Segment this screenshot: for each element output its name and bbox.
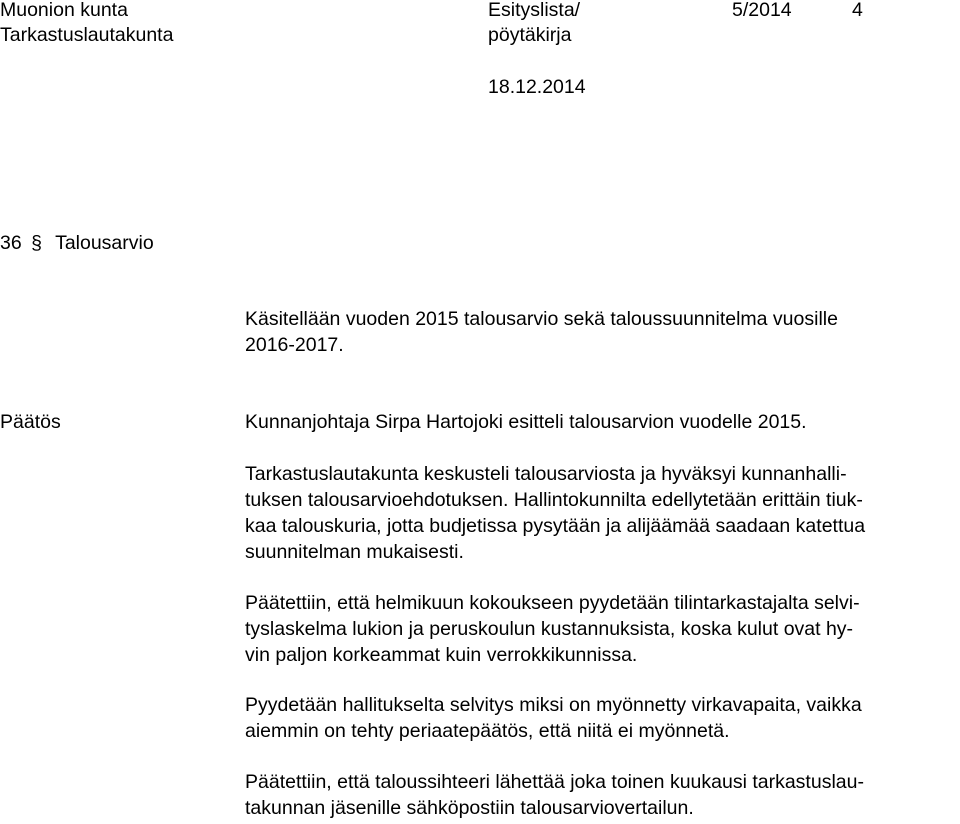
org-line-municipality: Muonion kunta xyxy=(0,0,128,21)
meeting-date: 18.12.2014 xyxy=(488,76,586,98)
paragraph-line: kaa talouskuria, jotta budjetissa pysytään ja alijäämää saadaan katettua xyxy=(245,515,866,537)
paragraph-line: Käsitellään vuoden 2015 talousarvio sekä taloussuunnitelma vuosille xyxy=(245,308,838,330)
doctype-line-agenda: Esityslista/ xyxy=(488,0,581,21)
decision-paragraph-budget-reports xyxy=(245,769,960,821)
paragraph-line: 2016-2017. xyxy=(245,334,344,356)
section-number: 36 xyxy=(0,232,22,254)
decision-label: Päätös xyxy=(0,411,61,433)
paragraph-line: tuksen talousarvioehdotuksen. Hallintokunnilta edellytetään erittäin tiuk- xyxy=(245,489,863,511)
org-line-committee: Tarkastuslautakunta xyxy=(0,24,174,46)
intro-paragraph xyxy=(245,306,960,358)
doctype-line-minutes: pöytäkirja xyxy=(488,24,572,46)
paragraph-line: vin paljon korkeammat kuin verrokkikunnissa. xyxy=(245,644,638,666)
section-title: Talousarvio xyxy=(55,232,154,254)
paragraph-line: aiemmin on tehty periaatepäätös, että niitä ei myönnetä. xyxy=(245,720,730,742)
section-heading xyxy=(0,230,154,256)
decision-paragraph-presentation xyxy=(245,409,960,435)
paragraph-line: Pyydetään hallitukselta selvitys miksi on myönnetty virkavapaita, vaikka xyxy=(245,694,862,716)
page-number: 4 xyxy=(852,0,863,21)
paragraph-line: Päätettiin, että taloussihteeri lähettää joka toinen kuukausi tarkastuslau- xyxy=(245,771,864,793)
decision-paragraph-auditor-request xyxy=(245,590,960,668)
paragraph-line: Kunnanjohtaja Sirpa Hartojoki esitteli talousarvion vuodelle 2015. xyxy=(245,411,807,433)
paragraph-line: Päätettiin, että helmikuun kokoukseen pyydetään tilintarkastajalta selvi- xyxy=(245,592,860,614)
paragraph-line: suunnitelman mukaisesti. xyxy=(245,541,464,563)
decision-paragraph-discussion xyxy=(245,461,960,565)
section-sign: § xyxy=(31,232,42,254)
decision-paragraph-leave-inquiry xyxy=(245,692,960,744)
paragraph-line: Tarkastuslautakunta keskusteli talousarviosta ja hyväksyi kunnanhalli- xyxy=(245,463,847,485)
document-type xyxy=(488,0,580,48)
meeting-number: 5/2014 xyxy=(732,0,792,21)
paragraph-line: takunnan jäsenille sähköpostiin talousarviovertailun. xyxy=(245,797,694,819)
paragraph-line: tyslaskelma lukion ja peruskoulun kustannuksista, koska kulut ovat hy- xyxy=(245,618,854,640)
org-name xyxy=(0,0,173,48)
